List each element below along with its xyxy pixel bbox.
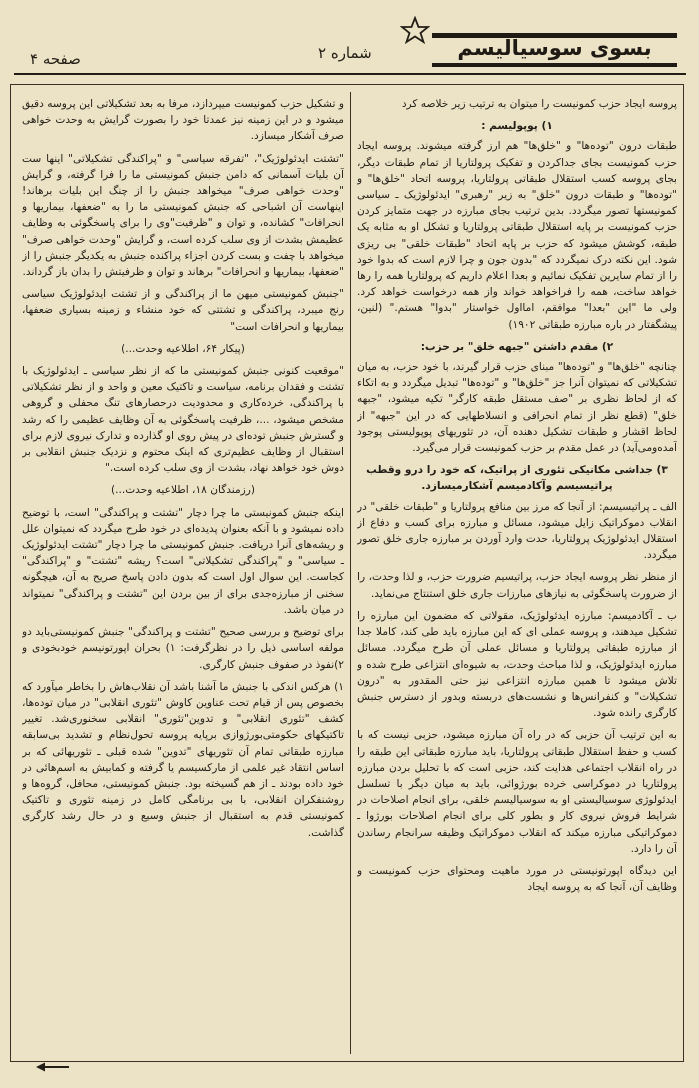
- header-rule: [14, 73, 686, 75]
- paragraph: طبقات درون "توده‌ها" و "خلق‌ها" هم ارز گرفته میشوند. پروسه ایجاد حزب کمونیست بجای جداکردن و تفکیک پرولتاریا از تمام طبقات دیگر، بجای پروسه کسب استقلال طبقاتی پرولتاریا، پروسه اتحاد "خلق‌ها" و "توده‌ها" و طبقات درون "خلق" به زیر "رهبری" ایدئولوژیک ـ سیاسی کمونیستها تصور میگردد. بدین ترتیب بجای مبارزه در جهت متمایز کردن حزب کمونیست بر پایه استقلال طبقاتی پرولتاریا و تشکل او به مثابه یک طبقه، کوشش میشود که حزب بر پایه اتحاد "طبقات خلقی" بی ریزی شود. این نکته درک نمیگردد که "بدون جون و چرا لازم است که بدوا خود را از تمام سایرین تفکیک نمائیم و بعدا اعلام داریم که پرولتاریا همه را رها خواهد ساخت، همه را فراخواهد خواند واز همه درخواست خواهد کرد. ولی ما "این "بعدا" موافقم، امااول خواستار "بدوا" هستم." (لنین، پیشگفتار در باره مبارزه طبقاتی ۱۹۰۲): [357, 140, 677, 331]
- paragraph: و تشکیل حزب کمونیست میپردازد، مرفا به بعد تشکیلاتی این پروسه دقیق میشود و در این زمینه نیز عمدتا خود را بصورت گرایش به وحدت خواهی صرف آشکار میسازد.: [22, 98, 344, 143]
- paragraph: الف ـ پراتیسیسم: از آنجا که مرز بین منافع پرولتاریا و "طبقات خلقی" در انقلاب دموکراتیک زایل میشود، مسائل و مبارزه برای کسب و دفاع از استقلال ایدئولوژیک پرولتاریا، حدت وارد آوردن بر مبارزه جاری خلق تصور میگردد.: [357, 500, 677, 562]
- paragraph: اینکه جنبش کمونیستی ما چرا دچار "تشتت و پراکندگی" است، با توضیح داده نمیشود و با آنکه بعنوان پدیده‌ای در خود طرح میگردد که نمیتوان علل و ریشه‌های آنرا دریافت. جنبش کمونیستی ما چرا دچار "تشتت ایدئولوژیک ـ سیاسی" و "پراکندگی تشکیلاتی" است؟ ریشه "تشتت" و "پراکندگی" کجاست. این سوال اول است که بدون دادن پاسخ صریح به آن، هیچگونه سخنی از مبارزه‌جدی برای از بین بردن این "تشتت و پراکندگی" نمیتواند در میان باشد.: [22, 506, 344, 616]
- paragraph: برای توضیح و بررسی صحیح "تشتت و پراکندگی" جنبش کمونیستی‌باید دو مولفه اساسی ذیل را در نظرگرفت: ۱) بحران اپورتونیسم خودبخودی و ۲)نفوذ در صفوف جنبش کارگری.: [22, 626, 344, 671]
- section-heading-1: ۱) پوپولیسم :: [481, 120, 553, 133]
- column-divider: [350, 92, 351, 1054]
- masthead: [432, 33, 677, 67]
- citation: (پیکار ۶۴، اطلاعیه وحدت...): [121, 342, 245, 355]
- paragraph: ۱) هرکس اندکی با جنبش ما آشنا باشد آن نقلاب‌هاش را بخاطر میآورد که بخصوص پس از قیام تحت عناوین کاوش "تئوری انقلابی" در میان توده‌ها، کشف "تئوری انقلابی" و تدوین"تئوری" انقلابی سخنوری‌شد. تغییر تاکتیکهای حکومتی‌بورژوازی برپایه پروسه تحول‌نظام و تشدید بی‌سابقه مبارزه طبقاتی تمام آن تئوریهای "تدوین" شده قبلی ـ تئوریهائی که بر اساس انتقاد غیر علمی از مارکسیسم یا گرفته و کمابیش به اسم‌هائی در خود داده بودند ـ از هم گسیخته بود. جنبش کمونیستی، محافل، گروه‌ها و روشنفکران انقلابی، با بی برنامگی کامل در زمینه تئوری و تاکتیک کمونیستی قدم به استقبال از جنبش وسیع و در حال رشد کارگری گذاشت.: [22, 680, 344, 839]
- page-header: [0, 0, 699, 80]
- intro-paragraph: پروسه ایجاد حزب کمونیست را میتوان به ترتیب زیر خلاصه کرد: [401, 98, 677, 110]
- issue-number: شماره ۲: [318, 44, 372, 62]
- citation: (رزمندگان ۱۸، اطلاعیه وحدت...): [110, 484, 256, 497]
- page-number: صفحه ۴: [30, 50, 81, 68]
- paragraph: از منظر نظر پروسه ایجاد حزب، پراتیسیم ضرورت حزب، و لذا وحدت، را از ضرورت پاسخگوئی به نیازهای مبارزات جاری خلق استنتاج می‌نماید.: [357, 571, 677, 600]
- paragraph: چنانچه "خلق‌ها" و "توده‌ها" مبنای حزب قرار گیرند، با خود حزب، به میان تشکیلاتی که نمیتوان آنرا جز "خلق‌ها" و "توده‌ها" تبدیل میگردد و به اتکاء که از لحاظ نظری بر "صف مستقل طبقه کارگر" تکیه میشود، "جبهه خلق" (قطع نظر از تمام انحرافی و انسلاطهایی که در این "جبهه" از لحاظ اقشار و طبقات تشکیل دهنده آن، در تئوریهای پوپولیستی پوجود آمده‌ومی‌آید) در عمل مقدم بر حزب کمونیست قرار می‌گیرد.: [357, 361, 677, 455]
- left-column: [22, 96, 344, 1056]
- quote-block: "جنبش کمونیستی میهن ما از پراکندگی و از تشتت ایدئولوژیک سیاسی رنج میبرد، پراکندگی و تشتتی که خود منشاء و زمینه بسیاری ضعفها، بیماریها و انحرافات است": [22, 288, 344, 333]
- quote-block: "تشتت ایدئولوژیک"، "تفرقه سیاسی" و "پراکندگی تشکیلاتی" اینها ست آن بلیات آسمانی که دامن جنبش کمونیستی ما را فرا گرفته، و گرایش "وحدت خواهی صرف" میخواهد جنبش را از چنگ این بلیات برهاند! اینهاست آن اشباحی که جنبش کمونیستی ما را به "ضعفها، بیماریها و انحرافات" کشانده، و توان و "ظرفیت"وی را برای پاسخگوئی به وظایف عظیمش بشدت از وی سلب کرده است، و گرایش "وحدت خواهی صرف" میخواهد با چفت و بست کردن اجزاء پراکنده جنبش به یکدیگر جنبش را از "ضعفها، بیماریها و انحرافات" برهاند و توان و ظرفیتش را بدان باز گرداند.: [22, 152, 344, 279]
- right-column: [357, 96, 677, 1056]
- masthead-title: بسوی سوسیالیسم: [457, 36, 652, 60]
- section-heading-2: ۲) مقدم داشتن "جبهه خلق" بر حزب:: [420, 340, 614, 353]
- paragraph: ب ـ آکادمیسم: مبارزه ایدئولوژیک، مقولاتی که مضمون این مبارزه را تشکیل میدهند، و پروسه عملی ای که این مبارزه باید طی کند، کاملا جدا از مبارزه طبقاتی پرولتاریا و مسائل عملی آن طرح میگردد. مسائل مبارزه ایدئولوژیک، و لذا مباحث وحدت، به شیوه‌ای انتزاعی طرح شده و تلاش میشود تا همین مبارزه انتزاعی نیز حتی المقدور به "درون تشکیلات" و کنفرانس‌ها و نشست‌های دربسته وبدور از دسترس جنبش کارگری رانده شود.: [357, 609, 677, 720]
- paragraph: این دیدگاه اپورتونیستی در مورد ماهیت ومحتوای حزب کمونیست و وظایف آن، آنجا که به پروسه ایجاد: [357, 864, 677, 894]
- paragraph: به این ترتیب آن حزبی که در راه آن مبارزه میشود، حزبی نیست که با کسب و حفظ استقلال طبقاتی پرولتاریا، باید مبارزه طبقاتی این طبقه را در راه انقلاب اجتماعی هدایت کند، حزبی است که با تحلیل بردن مبارزه پرولتاریا در دموکراسی خرده بورژوائی، باید به میان دیگر با تسلسل ایدئولوژی سوسیالیستی او به سوسیالیسم خلقی، برای انجام اصلاحات در شرایط فروش نیروی کار و بطور کلی برای انجام اصلاحات بورژوا ـ دموکراتیکی مبارزه میکند که انقلاب دموکراتیک وظیفه سرانجام رساندن آن را دارد.: [357, 729, 677, 855]
- star-icon: [400, 16, 430, 44]
- quote-block: "موقعیت کنونی جنبش کمونیستی ما که از نظر سیاسی ـ ایدئولوژیک با تشتت و فقدان برنامه، سیاست و تاکتیک معین و واحد و از نظر تشکیلاتی با پراکندگی، خرده‌کاری و محدودیت درحصارهای تنگ محفلی و گروهی مشخص میشود، ...، ظرفیت پاسخگوئی به آن وظایف عظیمی را که رشد و گسترش جنبش توده‌ای در پیش روی او گذارده و تدارک نیروی لازم برای استقبال از وظایف عظیم‌تری که اینک محتوم و نزدیک جنبش انقلابی بر دوش خود خواهد نهاد، بشدت از وی سلب کرده است.": [22, 365, 344, 475]
- continue-arrow-icon: [36, 1062, 70, 1072]
- section-heading-3: ۳) جداشی مکانیکی تئوری از پراتیک، که خود را درو وقطب پراتیسیسم وآکادمیسم آشکارمیسازد.: [366, 464, 668, 493]
